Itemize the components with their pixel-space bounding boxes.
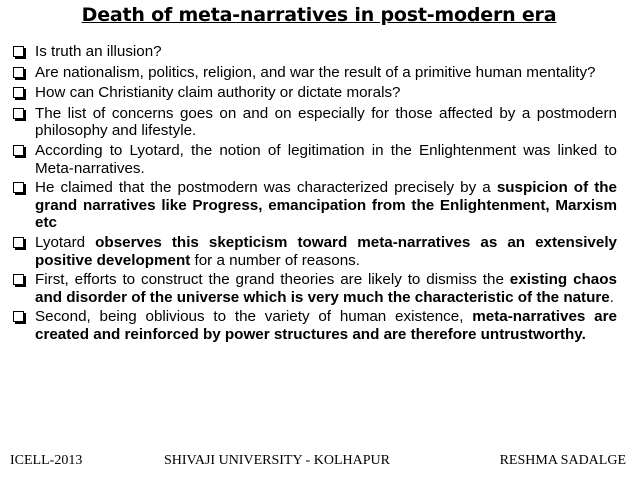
checkbox-bullet-icon-shape xyxy=(13,87,24,98)
bullet-text xyxy=(35,43,617,62)
checkbox-bullet-icon xyxy=(11,234,35,269)
bullet-text-segment: . xyxy=(609,288,614,306)
bullet-text xyxy=(35,142,617,177)
bullet-text-segment: Lyotard xyxy=(35,233,96,251)
bullet-text-bold: observes this skepticism toward meta-narratives as an extensively positive development xyxy=(35,233,617,269)
checkbox-bullet-icon xyxy=(11,43,35,62)
bullet-list xyxy=(11,43,617,346)
checkbox-bullet-icon xyxy=(11,142,35,177)
footer-conference: ICELL-2013 xyxy=(10,453,83,468)
bullet-text-segment: Is truth an illusion? xyxy=(35,43,162,60)
checkbox-bullet-icon xyxy=(11,308,35,343)
bullet-item xyxy=(11,271,617,306)
bullet-item xyxy=(11,179,617,232)
bullet-text-segment: Second, being oblivious to the variety of human existence, xyxy=(35,308,473,326)
checkbox-bullet-icon-shape xyxy=(13,145,24,156)
bullet-item xyxy=(11,234,617,269)
checkbox-bullet-icon xyxy=(11,84,35,103)
checkbox-bullet-icon-shape xyxy=(13,46,24,57)
bullet-item xyxy=(11,308,617,343)
bullet-text-segment: The list of concerns goes on and on especially for those affected by a postmodern philosophy and lifestyle. xyxy=(35,104,617,140)
bullet-text-segment: How can Christianity claim authority or dictate morals? xyxy=(35,84,401,102)
bullet-text-segment: for a number of reasons. xyxy=(190,251,360,269)
bullet-text-segment: Are nationalism, politics, religion, and war the result of a primitive human mentality? xyxy=(35,63,596,81)
checkbox-bullet-icon xyxy=(11,271,35,306)
checkbox-bullet-icon-shape xyxy=(13,67,24,78)
bullet-text xyxy=(35,234,617,269)
bullet-item xyxy=(11,43,617,62)
bullet-text xyxy=(35,105,617,140)
checkbox-bullet-icon-shape xyxy=(13,108,24,119)
checkbox-bullet-icon xyxy=(11,105,35,140)
checkbox-bullet-icon xyxy=(11,179,35,232)
bullet-text-bold: meta-narratives are created and reinforced by power structures and are therefore untrustworthy. xyxy=(35,308,617,343)
bullet-text xyxy=(35,64,617,83)
checkbox-bullet-icon xyxy=(11,64,35,83)
bullet-text xyxy=(35,179,617,232)
bullet-text-segment: According to Lyotard, the notion of legitimation in the Enlightenment was linked to Meta-narratives. xyxy=(35,141,617,177)
bullet-text-bold: existing chaos and disorder of the universe which is very much the characteristic of the nature xyxy=(35,271,617,306)
bullet-item xyxy=(11,64,617,83)
slide-title: Death of meta-narratives in post-modern era xyxy=(81,4,557,26)
bullet-item xyxy=(11,84,617,103)
bullet-item xyxy=(11,105,617,140)
checkbox-bullet-icon-shape xyxy=(13,311,24,322)
bullet-text xyxy=(35,308,617,343)
footer-author: RESHMA SADALGE xyxy=(499,453,626,468)
bullet-text xyxy=(35,271,617,306)
bullet-text-segment: He claimed that the postmodern was characterized precisely by a xyxy=(35,179,497,197)
checkbox-bullet-icon-shape xyxy=(13,274,24,285)
footer-university: SHIVAJI UNIVERSITY - KOLHAPUR xyxy=(164,453,390,468)
bullet-text xyxy=(35,84,617,103)
bullet-item xyxy=(11,142,617,177)
bullet-text-bold: suspicion of the grand narratives like Progress, emancipation from the Enlightenment, Marxism etc xyxy=(35,179,617,232)
bullet-text-segment: First, efforts to construct the grand theories are likely to dismiss the xyxy=(35,271,510,289)
checkbox-bullet-icon-shape xyxy=(13,182,24,193)
checkbox-bullet-icon-shape xyxy=(13,237,24,248)
